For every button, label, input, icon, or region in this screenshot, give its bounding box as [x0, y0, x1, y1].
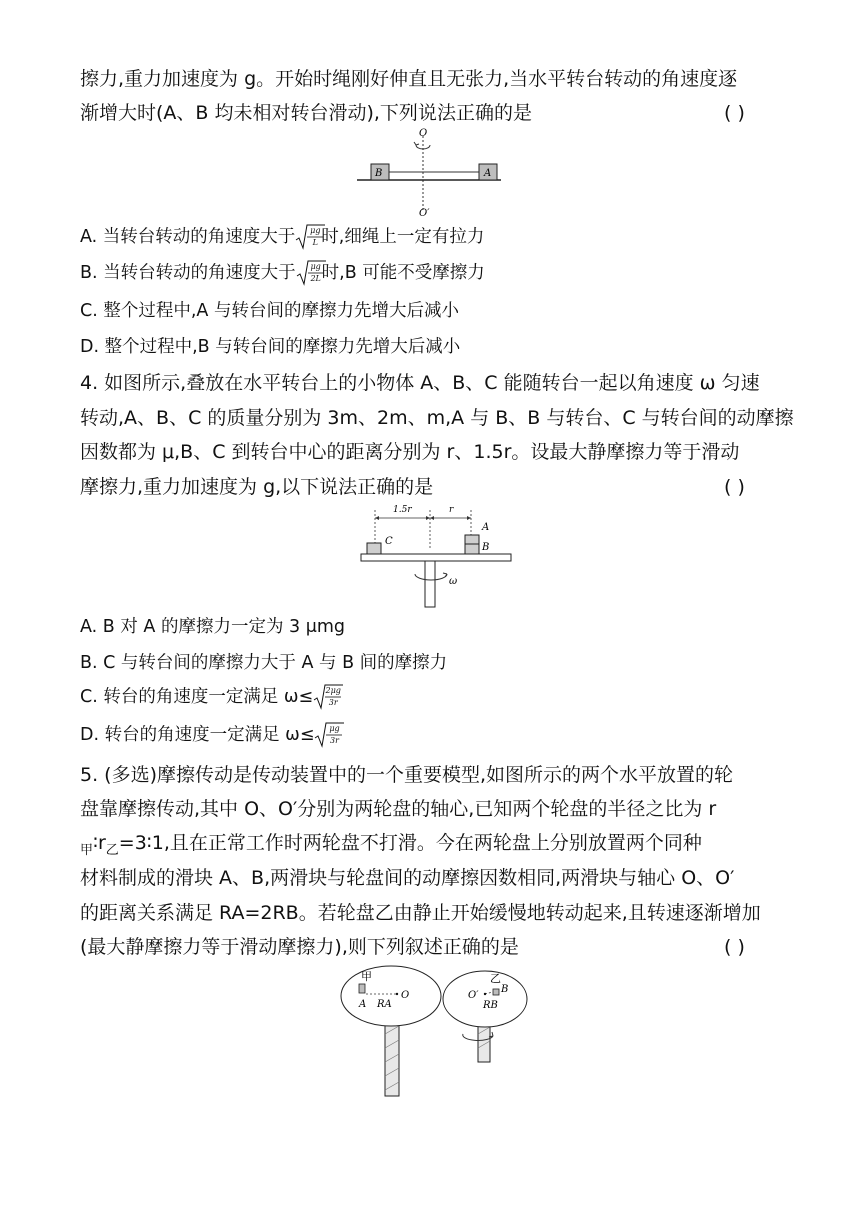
- q5-stem-line-6: (最大静摩擦力等于滑动摩擦力),则下列叙述正确的是: [80, 936, 519, 958]
- q5-friction-disks-figure: [335, 964, 535, 1098]
- q5-block-a-label: A: [359, 999, 367, 1010]
- q4-stem-line-4: 摩擦力,重力加速度为 g,以下说法正确的是: [80, 476, 434, 498]
- q3-block-b-label: B: [375, 168, 383, 179]
- q5-axis-o-prime-label: O′: [468, 990, 479, 1001]
- q4-block-c-label: C: [385, 536, 393, 547]
- q3-stem-line-1: 擦力,重力加速度为 g。开始时绳刚好伸直且无张力,当水平转台转动的角速度逐: [80, 68, 738, 90]
- q3-block-a-label: A: [484, 168, 492, 179]
- q3-answer-paren: ( ): [724, 102, 745, 124]
- q3-option-a: A. 当转台转动的角速度大于 μg L 时,细绳上一定有拉力: [80, 224, 484, 250]
- q3-option-d: D. 整个过程中,B 与转台间的摩擦力先增大后减小: [80, 337, 461, 357]
- q3-stem-line-2: 渐增大时(A、B 均未相对转台滑动),下列说法正确的是: [80, 102, 532, 124]
- q5-answer-paren: ( ): [724, 936, 745, 958]
- q4-stem-line-1: 4. 如图所示,叠放在水平转台上的小物体 A、B、C 能随转台一起以角速度 ω 匀速: [80, 372, 760, 394]
- q4-block-a-label: A: [482, 522, 490, 533]
- q3-option-c: C. 整个过程中,A 与转台间的摩擦力先增大后减小: [80, 301, 459, 321]
- q3-option-b: B. 当转台转动的角速度大于 μg 2L 时,B 可能不受摩擦力: [80, 260, 485, 286]
- q4-stacked-blocks-figure: [355, 502, 515, 612]
- q5-block-b-label: B: [501, 984, 509, 995]
- sqrt-formula: 2μg 3r: [313, 684, 339, 710]
- q4-stem-line-3: 因数都为 μ,B、C 到转台中心的距离分别为 r、1.5r。设最大静摩擦力等于滑动: [80, 441, 740, 463]
- q5-stem-line-1: 5. (多选)摩擦传动是传动装置中的一个重要模型,如图所示的两个水平放置的轮: [80, 764, 734, 786]
- q5-stem-line-5: 的距离关系满足 RA=2RB。若轮盘乙由静止开始缓慢地转动起来,且转速逐渐增加: [80, 902, 761, 924]
- q3-axis-bottom-label: O′: [419, 208, 430, 218]
- q4-distance-b-label: r: [449, 505, 454, 515]
- q4-answer-paren: ( ): [724, 476, 745, 498]
- q5-stem-line-3: $_甲∶r_乙=3∶1$,且在正常工作时两轮盘不打滑。今在两轮盘上分别放置两个同种: [80, 832, 702, 858]
- q4-option-b: B. C 与转台间的摩擦力大于 A 与 B 间的摩擦力: [80, 653, 448, 673]
- q4-distance-c-label: 1.5r: [393, 505, 412, 515]
- q4-option-a: A. B 对 A 的摩擦力一定为 3 μmg: [80, 617, 346, 637]
- q4-stem-line-2: 转动,A、B、C 的质量分别为 3m、2m、m,A 与 B、B 与转台、C 与转台间的动摩擦: [80, 407, 794, 429]
- sqrt-formula: μg 2L: [296, 260, 322, 286]
- q4-block-b-label: B: [482, 542, 490, 553]
- q5-disk-yi-label: 乙: [490, 972, 501, 985]
- sqrt-formula: μg 3r: [314, 722, 340, 748]
- q5-stem-line-2: 盘靠摩擦传动,其中 O、O′分别为两轮盘的轴心,已知两个轮盘的半径之比为 r: [80, 798, 717, 820]
- q4-option-d: D. 转台的角速度一定满足 ω≤ μg 3r: [80, 722, 340, 748]
- q3-axis-top-label: O: [419, 128, 428, 139]
- q5-axis-o-label: O: [401, 990, 410, 1001]
- q4-omega-label: ω: [449, 576, 458, 587]
- q4-option-c: C. 转台的角速度一定满足 ω≤ 2μg 3r: [80, 684, 339, 710]
- q5-stem-line-4: 材料制成的滑块 A、B,两滑块与轮盘间的动摩擦因数相同,两滑块与轴心 O、O′: [80, 867, 735, 889]
- q5-radius-b-label: RB: [483, 1000, 498, 1011]
- q5-radius-a-label: RA: [377, 999, 392, 1010]
- sqrt-formula: μg L: [295, 224, 321, 250]
- q5-disk-jia-label: 甲: [361, 970, 372, 983]
- q3-turntable-figure: [355, 128, 505, 218]
